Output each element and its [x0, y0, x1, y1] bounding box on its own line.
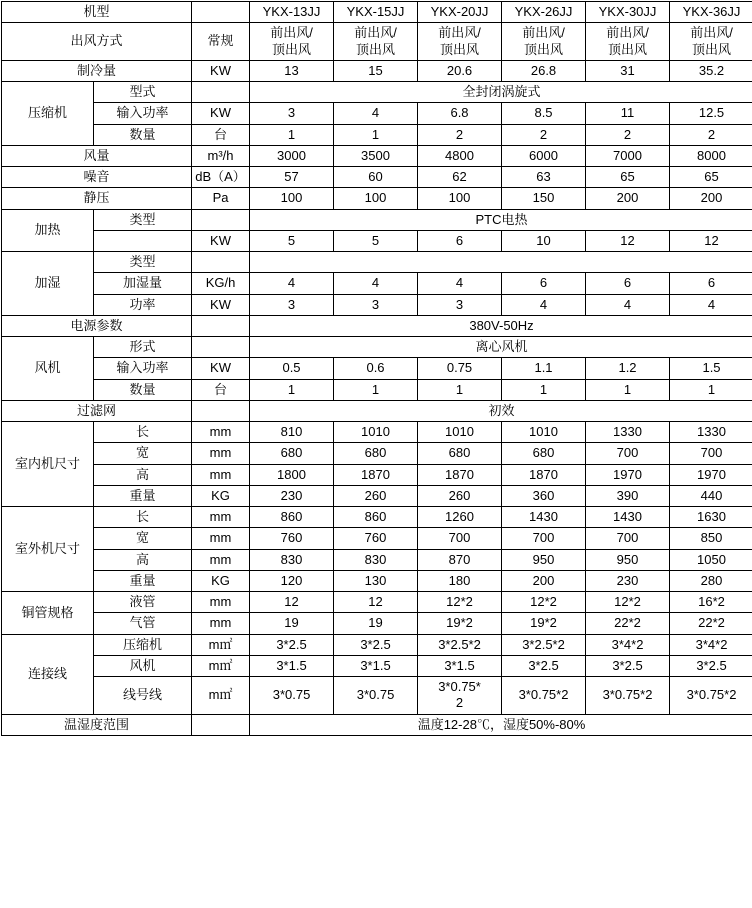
table-row — [2, 634, 752, 655]
cell-value: 1970 — [586, 464, 670, 485]
cell-value: 0.6 — [334, 358, 418, 379]
cell-value: 3*2.5 — [670, 655, 752, 676]
cell-value: 5 — [334, 230, 418, 251]
row-item: 重量 — [94, 570, 192, 591]
table-row — [2, 464, 752, 485]
cell-value: 前出风/ 顶出风 — [670, 23, 752, 61]
cell-value: 1430 — [502, 507, 586, 528]
table-row — [2, 145, 752, 166]
cell-value: 0.75 — [418, 358, 502, 379]
cell-value: 100 — [418, 188, 502, 209]
cell-value: 20.6 — [418, 60, 502, 81]
cell-value: 1870 — [418, 464, 502, 485]
row-unit: KG — [192, 570, 250, 591]
cell-value: 1.1 — [502, 358, 586, 379]
cell-value: 3*0.75 — [334, 677, 418, 715]
row-label-noise: 噪音 — [2, 167, 192, 188]
row-label-cooling-capacity: 制冷量 — [2, 60, 192, 81]
cell-value: 260 — [418, 485, 502, 506]
cell-value: 850 — [670, 528, 752, 549]
row-item: 高 — [94, 464, 192, 485]
cell-value: 3 — [250, 294, 334, 315]
cell-value: 3*1.5 — [418, 655, 502, 676]
cell-value: 3*0.75*2 — [670, 677, 752, 715]
cell-value: 1 — [586, 379, 670, 400]
cell-value: 1 — [418, 379, 502, 400]
cell-value: 4 — [418, 273, 502, 294]
cell-value: 1 — [502, 379, 586, 400]
row-unit: mm — [192, 549, 250, 570]
cell-value: 3 — [418, 294, 502, 315]
row-label-outdoor-unit-size: 室外机尺寸 — [2, 507, 94, 592]
row-label-humidification: 加湿 — [2, 252, 94, 316]
cell-value: 3*0.75*2 — [502, 677, 586, 715]
cell-value: 31 — [586, 60, 670, 81]
row-unit: 台 — [192, 124, 250, 145]
row-item: 类型 — [94, 252, 192, 273]
cell-value: 830 — [250, 549, 334, 570]
cell-value: 5 — [250, 230, 334, 251]
row-item: 高 — [94, 549, 192, 570]
cell-value: 1630 — [670, 507, 752, 528]
table-row — [2, 379, 752, 400]
row-unit: KG/h — [192, 273, 250, 294]
cell-value: 1010 — [334, 422, 418, 443]
table-header-row — [2, 2, 752, 23]
cell-value: 12 — [334, 592, 418, 613]
row-item: 输入功率 — [94, 103, 192, 124]
cell-value: 19*2 — [418, 613, 502, 634]
row-item: 宽 — [94, 528, 192, 549]
cell-value: 12*2 — [502, 592, 586, 613]
cell-value: 3000 — [250, 145, 334, 166]
row-label-fan: 风机 — [2, 337, 94, 401]
cell-value: 4 — [334, 273, 418, 294]
cell-value-span — [250, 252, 752, 273]
row-unit: mm — [192, 464, 250, 485]
cell-value: 760 — [250, 528, 334, 549]
table-row — [2, 82, 752, 103]
cell-value: 950 — [502, 549, 586, 570]
row-unit: KW — [192, 230, 250, 251]
header-unit-cell — [192, 2, 250, 23]
cell-value: 4 — [670, 294, 752, 315]
row-unit: m㎡ — [192, 655, 250, 676]
cell-value: 60 — [334, 167, 418, 188]
cell-value: 680 — [418, 443, 502, 464]
table-row — [2, 714, 752, 735]
table-row — [2, 273, 752, 294]
row-label-temp-humidity-range: 温湿度范围 — [2, 714, 192, 735]
cell-value: 1.2 — [586, 358, 670, 379]
cell-value: 1010 — [502, 422, 586, 443]
row-item: 压缩机 — [94, 634, 192, 655]
table-row — [2, 422, 752, 443]
row-unit: m㎡ — [192, 634, 250, 655]
model-header-0: YKX-13JJ — [250, 2, 334, 23]
model-header-3: YKX-26JJ — [502, 2, 586, 23]
row-unit: m㎡ — [192, 677, 250, 715]
cell-value: 6 — [670, 273, 752, 294]
cell-value: 130 — [334, 570, 418, 591]
cell-value: 3500 — [334, 145, 418, 166]
cell-value: 65 — [586, 167, 670, 188]
table-row — [2, 294, 752, 315]
cell-value: 1.5 — [670, 358, 752, 379]
row-unit: mm — [192, 443, 250, 464]
cell-value: 200 — [502, 570, 586, 591]
cell-value: 100 — [334, 188, 418, 209]
cell-value: 1430 — [586, 507, 670, 528]
row-label-air-volume: 风量 — [2, 145, 192, 166]
row-item: 重量 — [94, 485, 192, 506]
cell-value: 19 — [334, 613, 418, 634]
cell-value: 680 — [250, 443, 334, 464]
cell-value: 前出风/ 顶出风 — [250, 23, 334, 61]
cell-value: 16*2 — [670, 592, 752, 613]
row-unit — [192, 315, 250, 336]
cell-value: 1330 — [670, 422, 752, 443]
table-row — [2, 23, 752, 61]
cell-value: 8.5 — [502, 103, 586, 124]
row-label-connection-wire: 连接线 — [2, 634, 94, 714]
table-row — [2, 570, 752, 591]
row-unit: 常规 — [192, 23, 250, 61]
cell-value: 3*1.5 — [334, 655, 418, 676]
model-header-1: YKX-15JJ — [334, 2, 418, 23]
cell-value: 1260 — [418, 507, 502, 528]
cell-value: 3*4*2 — [670, 634, 752, 655]
cell-value: 230 — [586, 570, 670, 591]
cell-value: 1 — [334, 124, 418, 145]
row-unit: 台 — [192, 379, 250, 400]
row-unit: KW — [192, 294, 250, 315]
cell-value: 22*2 — [670, 613, 752, 634]
table-row — [2, 358, 752, 379]
cell-value: 120 — [250, 570, 334, 591]
cell-value: 3*0.75 — [250, 677, 334, 715]
cell-value: 3*1.5 — [250, 655, 334, 676]
row-unit: KW — [192, 103, 250, 124]
row-unit: Pa — [192, 188, 250, 209]
row-item: 类型 — [94, 209, 192, 230]
row-label-airflow: 出风方式 — [2, 23, 192, 61]
row-item: 液管 — [94, 592, 192, 613]
cell-value: 3*4*2 — [586, 634, 670, 655]
row-label-heating: 加热 — [2, 209, 94, 252]
table-row — [2, 188, 752, 209]
cell-value: 1050 — [670, 549, 752, 570]
row-item: 风机 — [94, 655, 192, 676]
row-unit — [192, 252, 250, 273]
cell-value: 3*2.5 — [586, 655, 670, 676]
cell-value: 3 — [250, 103, 334, 124]
row-item: 形式 — [94, 337, 192, 358]
cell-value: 860 — [334, 507, 418, 528]
row-unit — [192, 82, 250, 103]
model-header-4: YKX-30JJ — [586, 2, 670, 23]
cell-value: 3*2.5 — [502, 655, 586, 676]
cell-value: 6.8 — [418, 103, 502, 124]
row-unit — [192, 714, 250, 735]
cell-value: 12.5 — [670, 103, 752, 124]
cell-value: 12 — [586, 230, 670, 251]
cell-value: 2 — [418, 124, 502, 145]
row-item: 输入功率 — [94, 358, 192, 379]
table-row — [2, 103, 752, 124]
cell-value: 63 — [502, 167, 586, 188]
cell-value: 35.2 — [670, 60, 752, 81]
cell-value: 6 — [586, 273, 670, 294]
cell-value: 680 — [334, 443, 418, 464]
row-label-power-params: 电源参数 — [2, 315, 192, 336]
cell-value-span: 380V-50Hz — [250, 315, 752, 336]
cell-value: 100 — [250, 188, 334, 209]
cell-value: 1800 — [250, 464, 334, 485]
table-row — [2, 443, 752, 464]
cell-value: 1330 — [586, 422, 670, 443]
cell-value: 200 — [586, 188, 670, 209]
cell-value: 760 — [334, 528, 418, 549]
cell-value: 700 — [670, 443, 752, 464]
cell-value: 26.8 — [502, 60, 586, 81]
row-unit: dB（A） — [192, 167, 250, 188]
cell-value: 65 — [670, 167, 752, 188]
cell-value: 15 — [334, 60, 418, 81]
row-unit: mm — [192, 613, 250, 634]
cell-value: 4 — [502, 294, 586, 315]
table-row — [2, 592, 752, 613]
table-row — [2, 655, 752, 676]
cell-value-span: 全封闭涡旋式 — [250, 82, 752, 103]
cell-value: 230 — [250, 485, 334, 506]
cell-value: 950 — [586, 549, 670, 570]
cell-value: 19*2 — [502, 613, 586, 634]
cell-value: 440 — [670, 485, 752, 506]
cell-value: 810 — [250, 422, 334, 443]
row-item: 数量 — [94, 379, 192, 400]
cell-value: 6000 — [502, 145, 586, 166]
cell-value: 前出风/ 顶出风 — [586, 23, 670, 61]
cell-value: 700 — [502, 528, 586, 549]
table-row — [2, 613, 752, 634]
cell-value: 3*0.75*2 — [586, 677, 670, 715]
cell-value: 360 — [502, 485, 586, 506]
cell-value: 10 — [502, 230, 586, 251]
cell-value: 4 — [586, 294, 670, 315]
row-unit: mm — [192, 507, 250, 528]
cell-value: 700 — [586, 443, 670, 464]
cell-value: 3*2.5*2 — [502, 634, 586, 655]
cell-value-span: 离心风机 — [250, 337, 752, 358]
table-row — [2, 549, 752, 570]
cell-value: 4 — [334, 103, 418, 124]
row-item: 型式 — [94, 82, 192, 103]
cell-value: 8000 — [670, 145, 752, 166]
specification-table — [1, 1, 752, 736]
row-item: 宽 — [94, 443, 192, 464]
cell-value: 3*2.5 — [250, 634, 334, 655]
cell-value: 260 — [334, 485, 418, 506]
row-unit: KW — [192, 358, 250, 379]
row-label-filter: 过滤网 — [2, 400, 192, 421]
row-label-compressor: 压缩机 — [2, 82, 94, 146]
row-unit: KG — [192, 485, 250, 506]
row-label-copper-pipe-spec: 铜管规格 — [2, 592, 94, 635]
cell-value: 3*0.75* 2 — [418, 677, 502, 715]
table-row — [2, 677, 752, 715]
cell-value: 19 — [250, 613, 334, 634]
cell-value: 870 — [418, 549, 502, 570]
cell-value: 700 — [418, 528, 502, 549]
table-row — [2, 315, 752, 336]
cell-value: 1 — [670, 379, 752, 400]
cell-value: 6 — [502, 273, 586, 294]
row-unit — [192, 337, 250, 358]
row-unit: mm — [192, 422, 250, 443]
row-label-static-pressure: 静压 — [2, 188, 192, 209]
cell-value: 1 — [334, 379, 418, 400]
cell-value: 前出风/ 顶出风 — [502, 23, 586, 61]
table-row — [2, 167, 752, 188]
cell-value: 22*2 — [586, 613, 670, 634]
cell-value: 13 — [250, 60, 334, 81]
cell-value: 12 — [250, 592, 334, 613]
cell-value: 3 — [334, 294, 418, 315]
row-unit — [192, 400, 250, 421]
table-row — [2, 507, 752, 528]
cell-value: 2 — [586, 124, 670, 145]
cell-value: 1 — [250, 124, 334, 145]
cell-value: 前出风/ 顶出风 — [418, 23, 502, 61]
cell-value: 280 — [670, 570, 752, 591]
cell-value: 860 — [250, 507, 334, 528]
cell-value: 1870 — [502, 464, 586, 485]
cell-value: 2 — [502, 124, 586, 145]
cell-value: 3*2.5 — [334, 634, 418, 655]
row-item: 功率 — [94, 294, 192, 315]
cell-value: 830 — [334, 549, 418, 570]
cell-value: 57 — [250, 167, 334, 188]
cell-value: 150 — [502, 188, 586, 209]
row-item: 长 — [94, 422, 192, 443]
cell-value: 6 — [418, 230, 502, 251]
model-header-5: YKX-36JJ — [670, 2, 752, 23]
cell-value: 3*2.5*2 — [418, 634, 502, 655]
table-row — [2, 337, 752, 358]
row-item: 气管 — [94, 613, 192, 634]
table-row — [2, 252, 752, 273]
cell-value: 12*2 — [586, 592, 670, 613]
cell-value: 700 — [586, 528, 670, 549]
cell-value: 390 — [586, 485, 670, 506]
cell-value-span: 初效 — [250, 400, 752, 421]
cell-value: 1 — [250, 379, 334, 400]
row-unit: mm — [192, 592, 250, 613]
row-item: 数量 — [94, 124, 192, 145]
cell-value-span: PTC电热 — [250, 209, 752, 230]
cell-value: 11 — [586, 103, 670, 124]
table-row — [2, 230, 752, 251]
cell-value: 12*2 — [418, 592, 502, 613]
row-unit: KW — [192, 60, 250, 81]
row-item: 长 — [94, 507, 192, 528]
cell-value-span: 温度12-28℃，湿度50%-80% — [250, 714, 752, 735]
cell-value: 4800 — [418, 145, 502, 166]
cell-value: 680 — [502, 443, 586, 464]
cell-value: 12 — [670, 230, 752, 251]
cell-value: 1010 — [418, 422, 502, 443]
cell-value: 前出风/ 顶出风 — [334, 23, 418, 61]
row-label-indoor-unit-size: 室内机尺寸 — [2, 422, 94, 507]
cell-value: 180 — [418, 570, 502, 591]
table-row — [2, 528, 752, 549]
cell-value: 62 — [418, 167, 502, 188]
row-unit — [192, 209, 250, 230]
cell-value: 4 — [250, 273, 334, 294]
header-label: 机型 — [2, 2, 192, 23]
table-row — [2, 60, 752, 81]
cell-value: 200 — [670, 188, 752, 209]
row-item — [94, 230, 192, 251]
table-row — [2, 124, 752, 145]
table-row — [2, 400, 752, 421]
cell-value: 0.5 — [250, 358, 334, 379]
model-header-2: YKX-20JJ — [418, 2, 502, 23]
cell-value: 7000 — [586, 145, 670, 166]
row-unit: m³/h — [192, 145, 250, 166]
table-row — [2, 485, 752, 506]
row-unit: mm — [192, 528, 250, 549]
table-row — [2, 209, 752, 230]
row-item: 线号线 — [94, 677, 192, 715]
cell-value: 1970 — [670, 464, 752, 485]
cell-value: 2 — [670, 124, 752, 145]
cell-value: 1870 — [334, 464, 418, 485]
row-item: 加湿量 — [94, 273, 192, 294]
